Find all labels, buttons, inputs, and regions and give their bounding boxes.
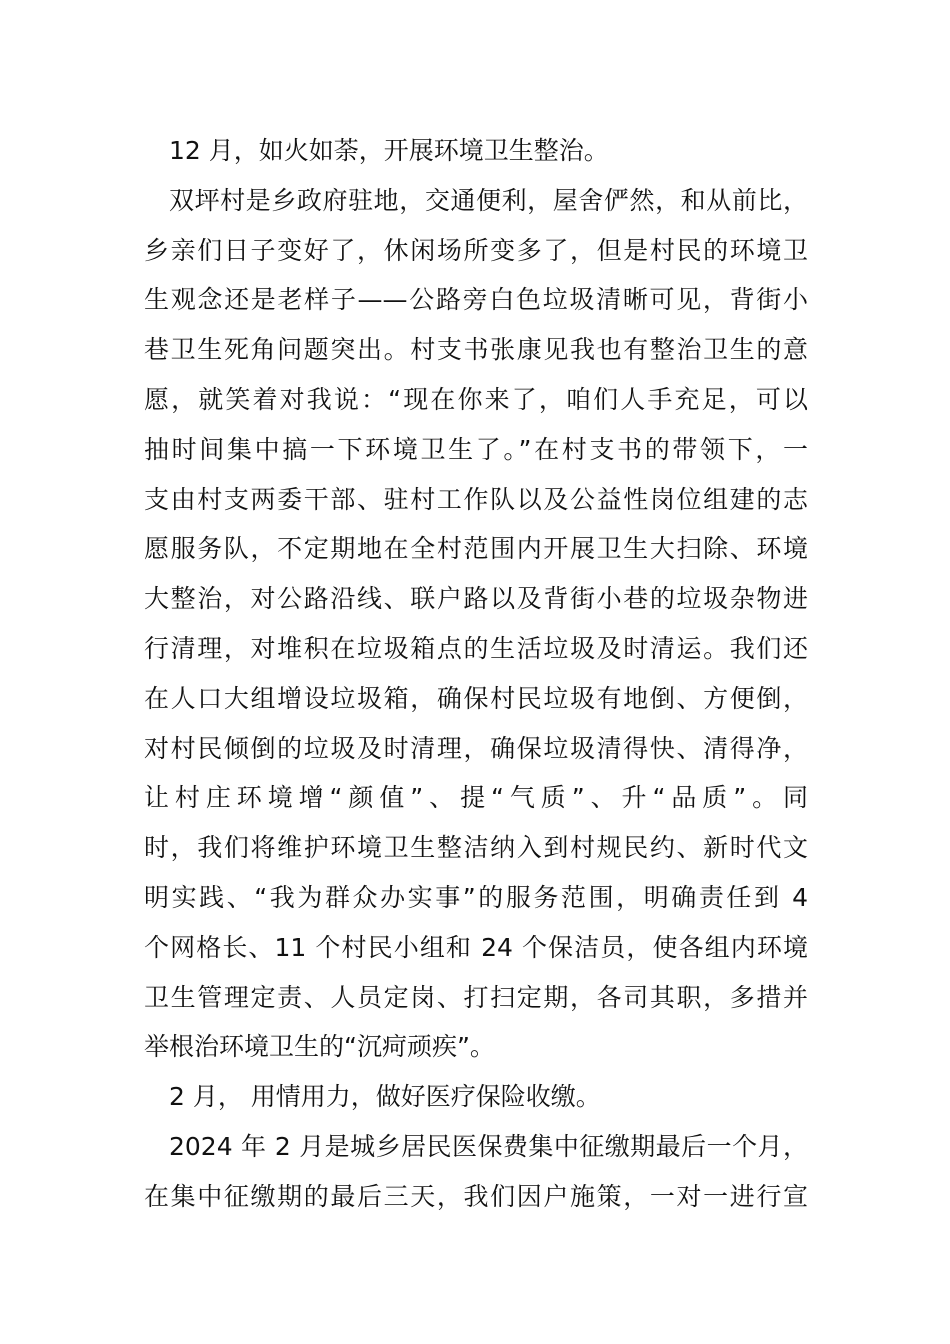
paragraph-line: 举根治环境卫生的“沉疴顽疾”。 [144,1032,495,1062]
paragraph-line: 在人口大组增设垃圾箱，确保村民垃圾有地倒、方便倒， [144,683,808,713]
paragraph-line: 行清理，对堆积在垃圾箱点的生活垃圾及时清运。我们还 [144,633,808,663]
body-text [144,126,808,1222]
paragraph-line: 抽时间集中搞一下环境卫生了。”在村支书的带领下，一 [144,434,808,464]
paragraph-line: 卫生管理定责、人员定岗、打扫定期，各司其职，多措并 [144,982,808,1012]
paragraph-line: 愿服务队，不定期地在全村范围内开展卫生大扫除、环境 [144,534,808,564]
section-heading-february: 2 月， 用情用力，做好医疗保险收缴。 [169,1082,601,1112]
paragraph-line: 巷卫生死角问题突出。村支书张康见我也有整治卫生的意 [144,335,808,365]
paragraph-line: 在集中征缴期的最后三天，我们因户施策，一对一进行宣 [144,1181,808,1211]
paragraph-line: 乡亲们日子变好了，休闲场所变多了，但是村民的环境卫 [144,235,808,265]
paragraph-line: 支由村支两委干部、驻村工作队以及公益性岗位组建的志 [144,484,808,514]
paragraph-line: 让村庄环境增“颜值”、提“气质”、升“品质”。同 [144,783,808,813]
paragraph-line: 生观念还是老样子——公路旁白色垃圾清晰可见，背街小 [144,285,808,315]
paragraph-line: 个网格长、11 个村民小组和 24 个保洁员，使各组内环境 [144,932,808,962]
paragraph-line: 2024 年 2 月是城乡居民医保费集中征缴期最后一个月， [169,1131,808,1161]
section-heading-december: 12 月，如火如荼，开展环境卫生整治。 [169,136,609,165]
paragraph-line: 时，我们将维护环境卫生整洁纳入到村规民约、新时代文 [144,833,808,863]
paragraph-line: 大整治，对公路沿线、联户路以及背街小巷的垃圾杂物进 [144,584,808,614]
paragraph-line: 对村民倾倒的垃圾及时清理，确保垃圾清得快、清得净， [144,733,808,763]
paragraph-line: 双坪村是乡政府驻地，交通便利，屋舍俨然，和从前比， [169,185,808,215]
paragraph-line: 明实践、“我为群众办实事”的服务范围，明确责任到 4 [144,882,808,912]
paragraph-line: 愿，就笑着对我说：“现在你来了，咱们人手充足，可以 [144,384,808,414]
